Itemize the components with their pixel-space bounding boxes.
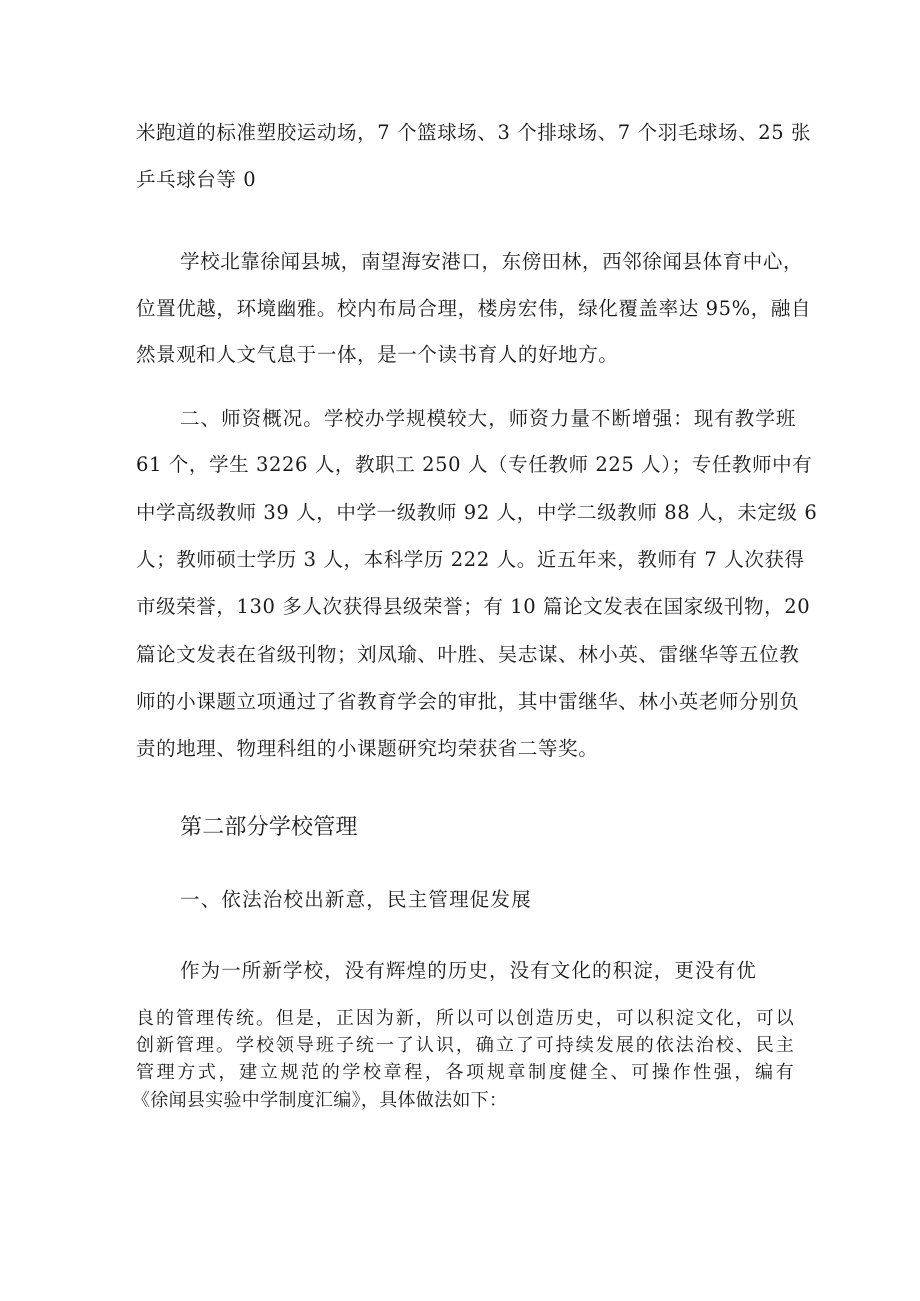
teachers-line-5: 市级荣誉，130 多人次获得县级荣誉；有 10 篇论文发表在国家级刊物，20 xyxy=(136,595,811,618)
teachers-line-8: 责的地理、物理科组的小课题研究均荣获省二等奖。 xyxy=(136,737,599,760)
teachers-line-3: 中学高级教师 39 人，中学一级教师 92 人，中学二级教师 88 人，未定级 6 xyxy=(136,501,818,524)
teachers-line-2: 61 个，学生 3226 人，教职工 250 人（专任教师 225 人）；专任教师中有 xyxy=(136,453,813,476)
teachers-line-4: 人；教师硕士学历 3 人，本科学历 222 人。近五年来，教师有 7 人次获得 xyxy=(136,548,805,571)
facilities-line-2: 乒乓球台等 0 xyxy=(136,168,257,191)
facilities-line-1: 米跑道的标准塑胶运动场，7 个篮球场、3 个排球场、7 个羽毛球场、25 张 xyxy=(136,121,812,144)
management-line-4: 《徐闻县实验中学制度汇编》，具体做法如下： xyxy=(132,1090,508,1111)
management-line-1: 良的管理传统。但是，正因为新，所以可以创造历史，可以积淀文化，可以 xyxy=(136,1008,794,1029)
teachers-line-1: 二、师资概况。学校办学规模较大，师资力量不断增强：现有教学班 xyxy=(180,407,796,430)
management-line-2: 创新管理。学校领导班子统一了认识，确立了可持续发展的依法治校、民主 xyxy=(136,1035,794,1056)
location-line-3: 然景观和人文气息于一体，是一个读书育人的好地方。 xyxy=(136,343,619,366)
teachers-line-7: 师的小课题立项通过了省教育学会的审批，其中雷继华、林小英老师分别负 xyxy=(136,690,800,713)
management-line-3: 管理方式，建立规范的学校章程，各项规章制度健全、可操作性强，编有 xyxy=(136,1062,794,1083)
section-title: 第二部分学校管理 xyxy=(180,815,358,840)
management-first-line: 作为一所新学校，没有辉煌的历史，没有文化的积淀，更没有优 xyxy=(180,959,757,982)
location-line-2: 位置优越，环境幽雅。校内布局合理，楼房宏伟，绿化覆盖率达 95%，融自 xyxy=(136,297,812,320)
section-subtitle: 一、依法治校出新意，民主管理促发展 xyxy=(180,888,532,911)
location-line-1: 学校北靠徐闻县城，南望海安港口，东傍田林，西邻徐闻县体育中心， xyxy=(180,250,804,273)
teachers-line-6: 篇论文发表在省级刊物；刘凤瑜、叶胜、吴志谋、林小英、雷继华等五位教 xyxy=(136,643,800,666)
